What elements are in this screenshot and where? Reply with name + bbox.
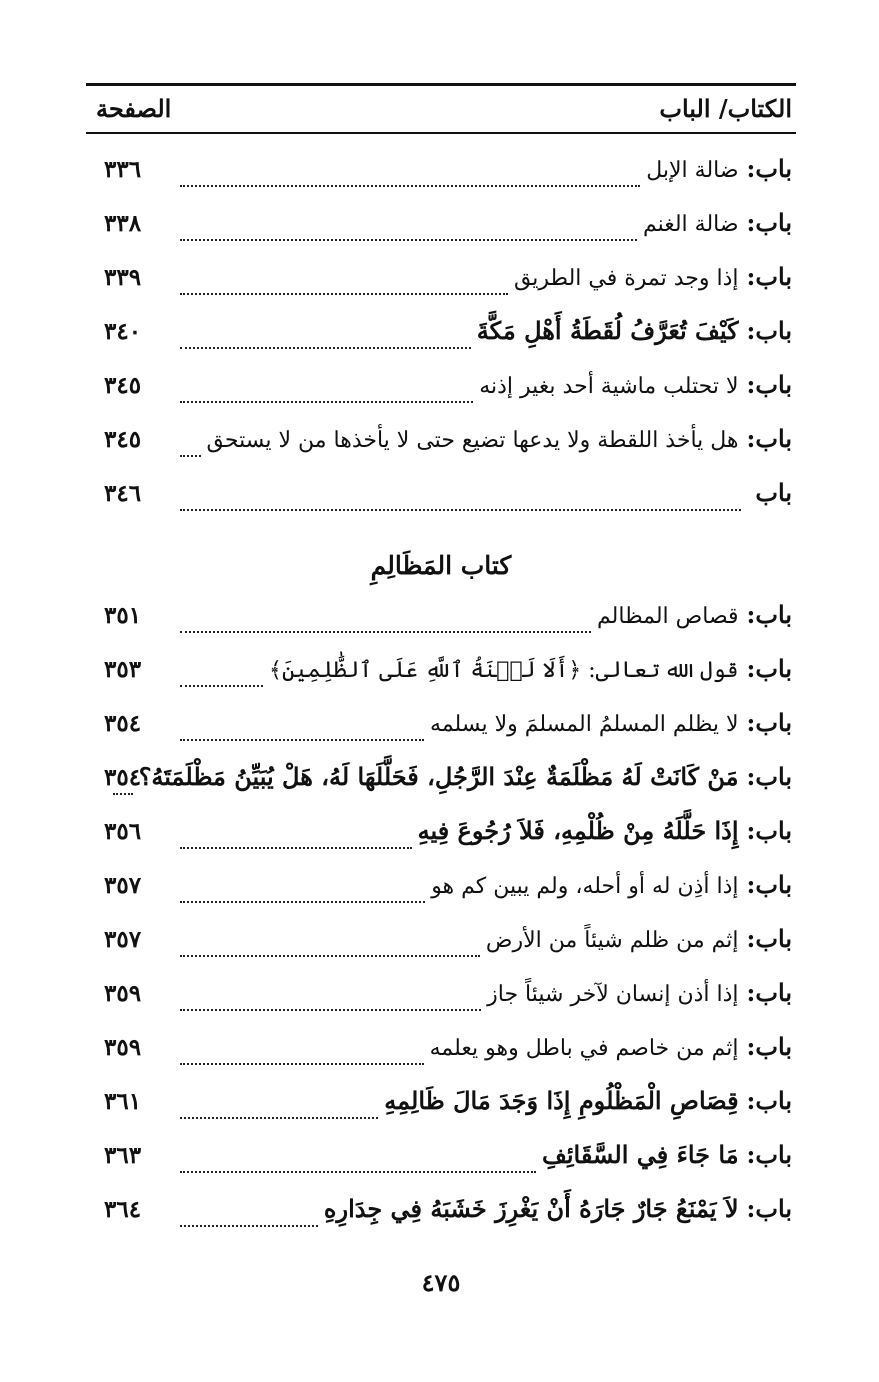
entry-title: إذا أذِن له أو أحله، ولم يبين كم هو	[431, 874, 739, 899]
toc-row	[86, 478, 796, 518]
entry-title: إِذَا حَلَّلَهُ مِنْ ظُلْمِهِ، فَلاَ رُجُوعَ فِيهِ	[417, 816, 739, 845]
bab-label: باب:	[746, 654, 792, 683]
leader-dots	[180, 239, 637, 241]
leader-dots	[180, 293, 508, 295]
entry-page: ٣٦٣	[104, 1142, 142, 1169]
entry-page: ٣٥٤	[104, 764, 142, 791]
bab-label: باب:	[746, 370, 792, 399]
section-title: كتاب المَظَالِمِ	[370, 551, 512, 580]
entry-page: ٣٦٤	[104, 1196, 142, 1223]
header-page-label: الصفحة	[96, 94, 172, 123]
entry-title: قصاص المظالم	[597, 604, 739, 629]
toc-row	[86, 870, 796, 910]
bab-label: باب:	[746, 262, 792, 291]
bab-label: باب	[755, 478, 792, 507]
toc-row	[86, 208, 796, 248]
entry-title: لا يظلم المسلمُ المسلمَ ولا يسلمه	[430, 712, 739, 737]
entry-title: ضالة الإبل	[646, 158, 739, 183]
leader-dots	[180, 739, 424, 741]
toc-row	[86, 816, 796, 856]
entry-page: ٣٥٧	[104, 872, 142, 899]
toc-row	[86, 154, 796, 194]
entry-page: ٣٤٥	[104, 372, 142, 399]
leader-dots	[180, 401, 473, 403]
leader-dots	[180, 1171, 536, 1173]
entry-page: ٣٤٠	[104, 318, 142, 345]
leader-dots	[180, 1063, 424, 1065]
toc-row	[86, 262, 796, 302]
entry-page: ٣٣٨	[104, 210, 142, 237]
entry-title: إذا أذن إنسان لآخر شيئاً جاز	[487, 982, 739, 1007]
header-title: الكتاب/ الباب	[659, 94, 792, 123]
toc-header	[86, 94, 796, 130]
toc-row	[86, 1140, 796, 1180]
entry-title: مَنْ كَانَتْ لَهُ مَظْلَمَةٌ عِنْدَ الرَّجُلِ، فَحَلَّلَهَا لَهُ، هَلْ يُبَيِّنُ مَظْلَمَتَهُ؟	[138, 762, 739, 791]
toc-row	[86, 370, 796, 410]
entry-page: ٣٦١	[104, 1088, 142, 1115]
entry-title: قول الله تعالى: ﴿أَلَا لَعۡنَةُ ٱللَّهِ عَلَى ٱلظَّٰلِمِينَ﴾	[269, 658, 739, 683]
entry-title: ضالة الغنم	[642, 212, 739, 237]
bab-label: باب:	[746, 762, 792, 791]
entry-title: هل يأخذ اللقطة ولا يدعها تضيع حتى لا يأخذها من لا يستحق	[206, 428, 739, 453]
entry-page: ٣٥٧	[104, 926, 142, 953]
leader-dots	[180, 455, 201, 457]
toc-row	[86, 978, 796, 1018]
leader-dots	[180, 185, 640, 187]
bab-label: باب:	[746, 978, 792, 1007]
entry-page: ٣٥٤	[104, 710, 142, 737]
bab-label: باب:	[746, 1194, 792, 1223]
entry-page: ٣٥٦	[104, 818, 142, 845]
bab-label: باب:	[746, 870, 792, 899]
bab-label: باب:	[746, 816, 792, 845]
entry-title: لاَ يَمْنَعُ جَارٌ جَارَهُ أَنْ يَغْرِزَ خَشَبَهُ فِي جِدَارِهِ	[323, 1194, 739, 1223]
leader-dots	[180, 631, 591, 633]
header-rule	[86, 132, 796, 134]
toc-row	[86, 1194, 796, 1234]
toc-row	[86, 654, 796, 694]
entry-page: ٣٣٩	[104, 264, 142, 291]
entry-title: مَا جَاءَ فِي السَّقَائِفِ	[542, 1140, 739, 1169]
entry-page: ٣٥٩	[104, 1034, 142, 1061]
bab-label: باب:	[746, 316, 792, 345]
entry-title: لا تحتلب ماشية أحد بغير إذنه	[479, 374, 739, 399]
bab-label: باب:	[746, 424, 792, 453]
leader-dots	[180, 509, 741, 511]
leader-dots	[113, 793, 133, 795]
bab-label: باب:	[746, 154, 792, 183]
entry-title: إذا وجد تمرة في الطريق	[513, 266, 739, 291]
bab-label: باب:	[746, 1032, 792, 1061]
toc-row	[86, 600, 796, 640]
toc-row	[86, 1086, 796, 1126]
toc-row	[86, 424, 796, 464]
page-number: ٤٧٥	[421, 1268, 461, 1297]
leader-dots	[180, 901, 425, 903]
leader-dots	[180, 347, 471, 349]
entry-page: ٣٤٦	[104, 480, 142, 507]
entry-title: كَيْفَ تُعَرَّفُ لُقَطَةُ أَهْلِ مَكَّةَ	[476, 316, 739, 345]
toc-row	[86, 762, 796, 802]
bab-label: باب:	[746, 600, 792, 629]
bab-label: باب:	[746, 924, 792, 953]
leader-dots	[180, 1117, 378, 1119]
toc-row	[86, 1032, 796, 1072]
entry-title: إثم من ظلم شيئاً من الأرض	[485, 928, 739, 953]
toc-row	[86, 316, 796, 356]
entry-page: ٣٥٣	[104, 656, 142, 683]
leader-dots	[180, 1225, 318, 1227]
top-rule	[86, 83, 796, 86]
toc-row	[86, 708, 796, 748]
bab-label: باب:	[746, 708, 792, 737]
entry-title: إثم من خاصم في باطل وهو يعلمه	[429, 1036, 739, 1061]
bab-label: باب:	[746, 1086, 792, 1115]
leader-dots	[180, 955, 480, 957]
bab-label: باب:	[746, 1140, 792, 1169]
bab-label: باب:	[746, 208, 792, 237]
entry-page: ٣٤٥	[104, 426, 142, 453]
leader-dots	[180, 685, 263, 687]
leader-dots	[180, 847, 412, 849]
leader-dots	[180, 1009, 481, 1011]
entry-page: ٣٥١	[104, 602, 142, 629]
entry-title: قِصَاصِ الْمَظْلُومِ إِذَا وَجَدَ مَالَ ظَالِمِهِ	[384, 1086, 739, 1115]
entry-page: ٣٣٦	[104, 156, 142, 183]
entry-page: ٣٥٩	[104, 980, 142, 1007]
toc-row	[86, 924, 796, 964]
